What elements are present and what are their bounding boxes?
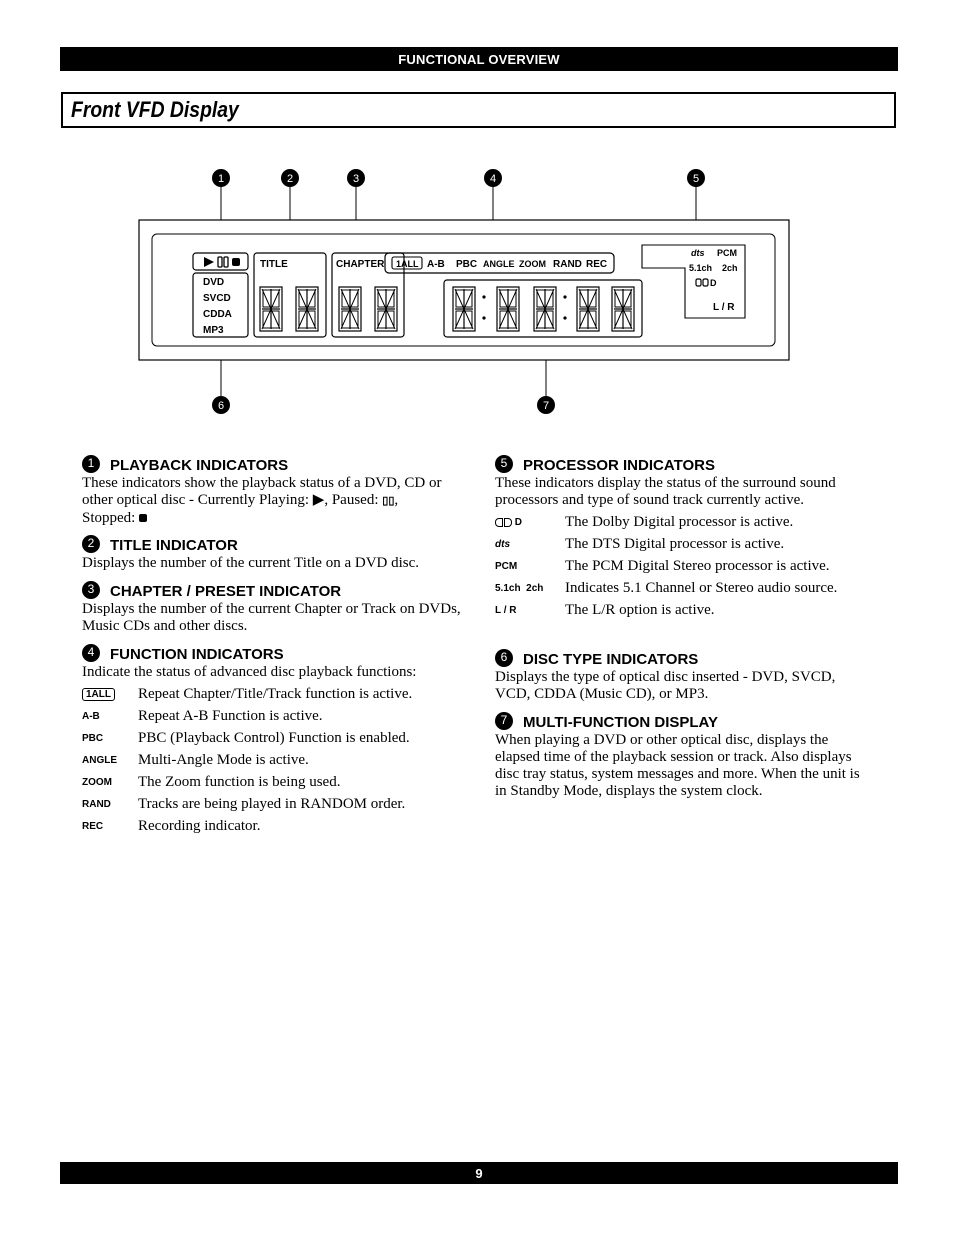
function-text: Indicate the status of advanced disc playback functions: <box>82 664 417 680</box>
callout-label: 7 <box>542 400 550 412</box>
chapter-digit-2 <box>375 287 397 331</box>
section-number: 7 <box>495 712 513 730</box>
pbc-icon: PBC <box>82 732 104 744</box>
section-number: 3 <box>82 581 100 599</box>
function-desc: Recording indicator. <box>138 817 261 834</box>
mfd-digit-5 <box>612 287 634 331</box>
right-column <box>495 453 870 800</box>
section-title: MULTI-FUNCTION DISPLAY <box>523 714 718 731</box>
playback-text-a: These indicators show the playback status of a DVD, CD or other optical disc - Currently Playing: <box>82 475 442 508</box>
mfd-digit-4 <box>577 287 599 331</box>
rec-icon: REC <box>82 820 104 832</box>
section-number: 4 <box>82 644 100 662</box>
fn-pbc: PBC <box>456 259 478 270</box>
chapter-label: CHAPTER <box>336 259 385 270</box>
section-disc-type-header <box>495 647 870 668</box>
processor-item-dolby <box>495 511 870 533</box>
function-desc: Tracks are being played in RANDOM order. <box>138 795 406 812</box>
proc-dolby-d: D <box>710 278 717 288</box>
channels-icon: 5.1ch 2ch <box>495 582 544 594</box>
footer-bar <box>60 1162 898 1184</box>
section-number: 6 <box>495 649 513 667</box>
section-title: DISC TYPE INDICATORS <box>523 651 699 668</box>
proc-2ch: 2ch <box>722 263 738 273</box>
disc-type-mp3: MP3 <box>203 325 224 336</box>
section-title: FUNCTION INDICATORS <box>110 646 284 663</box>
pause-icon: ▯▯ <box>382 495 395 507</box>
function-item-pbc <box>82 727 462 749</box>
proc-pcm: PCM <box>717 248 737 258</box>
disc-type-cdda: CDDA <box>203 309 232 320</box>
disc-type-svcd: SVCD <box>203 293 231 304</box>
proc-lr: L / R <box>713 302 735 313</box>
title-label: TITLE <box>260 259 288 270</box>
play-icon: ▶ <box>312 492 325 508</box>
processor-item-channels <box>495 577 870 599</box>
section-number: 2 <box>82 535 100 553</box>
section-title: Front VFD Display <box>71 97 239 122</box>
processor-desc: The L/R option is active. <box>565 601 715 618</box>
fn-1all: 1ALL <box>396 259 419 269</box>
left-column <box>82 453 462 837</box>
title-indicator-text: Displays the number of the current Title on a DVD disc. <box>82 555 420 571</box>
callout-label: 1 <box>217 173 225 185</box>
function-item-1all <box>82 683 462 705</box>
fn-rec: REC <box>586 259 608 270</box>
callout-5 <box>687 169 705 187</box>
repeat-icon: 1ALL <box>82 688 138 701</box>
callout-label: 3 <box>352 173 360 185</box>
stop-icon <box>232 258 240 266</box>
pcm-icon: PCM <box>495 560 518 572</box>
proc-51ch: 5.1ch <box>689 263 713 273</box>
mfd-digit-3 <box>534 287 556 331</box>
dolby-icon: D <box>495 514 565 531</box>
function-item-angle <box>82 749 462 771</box>
section-processor-header <box>495 453 870 474</box>
function-item-ab <box>82 705 462 727</box>
callout-label: 2 <box>286 173 294 185</box>
function-desc: PBC (Playback Control) Function is enabled. <box>138 729 410 746</box>
section-title: CHAPTER / PRESET INDICATOR <box>110 583 342 600</box>
callout-label: 6 <box>217 400 225 412</box>
callout-label: 5 <box>692 173 700 185</box>
function-item-rand <box>82 793 462 815</box>
fn-rand: RAND <box>553 259 582 270</box>
function-desc: Multi-Angle Mode is active. <box>138 751 309 768</box>
title-digit-2 <box>296 287 318 331</box>
processor-item-pcm <box>495 555 870 577</box>
processor-text: These indicators display the status of the surround sound processors and type of sound track currently active. <box>495 475 836 508</box>
processor-desc: Indicates 5.1 Channel or Stereo audio source. <box>565 579 838 596</box>
processor-desc: The PCM Digital Stereo processor is active. <box>565 557 830 574</box>
fn-zoom: ZOOM <box>519 259 546 269</box>
header-title: FUNCTIONAL OVERVIEW <box>398 51 560 67</box>
multi-function-text: When playing a DVD or other optical disc, displays the elapsed time of the playback session or track. Also displays disc tray status, system messages and more. When the unit is in Standby Mode, displays the system clock. <box>495 732 860 799</box>
lr-icon: L / R <box>495 604 517 616</box>
section-title: PLAYBACK INDICATORS <box>110 457 289 474</box>
section-multi-function-header <box>495 710 870 731</box>
section-playback-header <box>82 453 462 474</box>
title-digit-1 <box>260 287 282 331</box>
section-number: 5 <box>495 455 513 473</box>
rand-icon: RAND <box>82 798 111 810</box>
callout-3 <box>347 169 365 187</box>
callout-6 <box>212 396 230 414</box>
function-desc: Repeat Chapter/Title/Track function is active. <box>138 685 413 702</box>
callout-2 <box>281 169 299 187</box>
playback-text-c: , <box>394 492 399 508</box>
disc-type-dvd: DVD <box>203 277 225 288</box>
function-desc: Repeat A-B Function is active. <box>138 707 323 724</box>
playback-text-b: , Paused: <box>324 492 379 508</box>
section-title-indicator-header <box>82 533 462 554</box>
processor-desc: The Dolby Digital processor is active. <box>565 513 794 530</box>
callout-4 <box>484 169 502 187</box>
stop-icon <box>139 514 147 522</box>
playback-text <box>82 475 462 527</box>
page-number: 9 <box>475 1165 483 1181</box>
ab-icon: A-B <box>82 710 100 722</box>
callout-label: 4 <box>489 173 497 185</box>
proc-dts: dts <box>691 248 705 258</box>
dts-icon: dts <box>495 538 510 550</box>
section-title: TITLE INDICATOR <box>110 537 238 554</box>
section-title: PROCESSOR INDICATORS <box>523 457 715 474</box>
mfd-digit-2 <box>497 287 519 331</box>
function-desc: The Zoom function is being used. <box>138 773 341 790</box>
section-chapter-header <box>82 579 462 600</box>
disc-type-text: Displays the type of optical disc inserted - DVD, SVCD, VCD, CDDA (Music CD), or MP3. <box>495 669 836 702</box>
section-number: 1 <box>82 455 100 473</box>
fn-angle: ANGLE <box>483 259 515 269</box>
callout-1 <box>212 169 230 187</box>
angle-icon: ANGLE <box>82 754 117 766</box>
chapter-text: Displays the number of the current Chapter or Track on DVDs, Music CDs and other discs. <box>82 601 461 634</box>
processor-item-lr <box>495 599 870 621</box>
playback-text-d: Stopped: <box>82 510 136 526</box>
function-item-zoom <box>82 771 462 793</box>
processor-desc: The DTS Digital processor is active. <box>565 535 785 552</box>
chapter-digit-1 <box>339 287 361 331</box>
function-item-rec <box>82 815 462 837</box>
section-function-header <box>82 642 462 663</box>
zoom-icon: ZOOM <box>82 776 112 788</box>
callout-7 <box>537 396 555 414</box>
processor-item-dts <box>495 533 870 555</box>
mfd-digit-1 <box>453 287 475 331</box>
vfd-diagram <box>0 0 954 430</box>
fn-ab: A-B <box>427 259 445 270</box>
